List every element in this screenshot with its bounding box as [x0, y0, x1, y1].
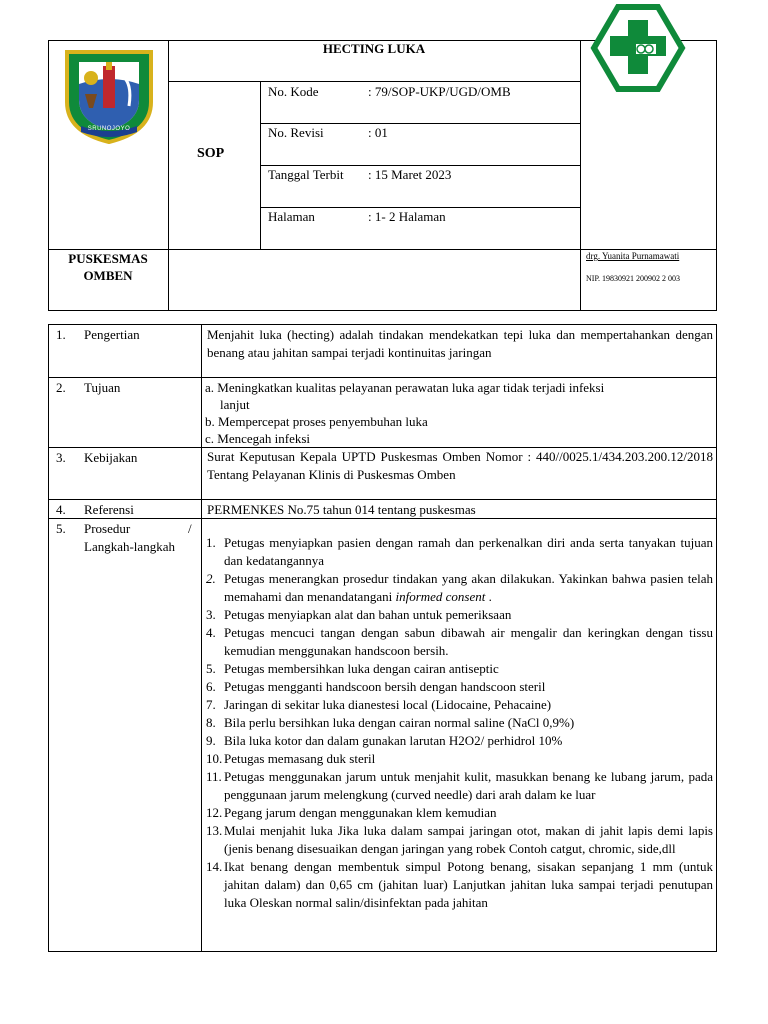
procedure-step	[206, 570, 713, 606]
field-label-tanggal: Tanggal Terbit	[268, 167, 344, 182]
step-text: Pegang jarum dengan menggunakan klem kemudian	[224, 805, 497, 820]
section-number-5: 5.	[56, 521, 66, 536]
document-title: HECTING LUKA	[322, 41, 426, 56]
section-label-prosedur: Prosedur	[84, 521, 131, 536]
regency-logo	[59, 44, 159, 144]
field-label-halaman: Halaman	[268, 209, 315, 224]
step-text: Petugas menyiapkan pasien dengan ramah dan perkenalkan diri anda serta tanyakan tujuan dan kedatangannya	[224, 535, 713, 568]
section-number-3: 3.	[56, 450, 66, 465]
step-number: 4.	[206, 625, 216, 640]
step-text: Jaringan di sekitar luka dianestesi local (Lidocaine, Pehacaine)	[224, 697, 552, 712]
step-text: Petugas menyiapkan alat dan bahan untuk pemeriksaan	[224, 607, 512, 622]
procedure-step	[206, 534, 713, 570]
tujuan-item-c: c. Mencegah infeksi	[205, 431, 311, 446]
kebijakan-text: Surat Keputusan Kepala UPTD Puskesmas Omben Nomor : 440//0025.1/434.203.200.12/2018 Tentang Pelayanan Klinis di Puskesmas Omben	[207, 449, 713, 482]
field-value-tanggal: : 15 Maret 2023	[368, 167, 452, 182]
tujuan-item-b: b. Mempercepat proses penyembuhan luka	[205, 414, 428, 429]
step-number: 10.	[206, 751, 223, 766]
procedure-steps	[206, 534, 713, 912]
field-value-kode: : 79/SOP-UKP/UGD/OMB	[368, 84, 511, 99]
procedure-step	[206, 606, 713, 624]
step-text: Petugas membersihkan luka dengan cairan antiseptic	[224, 661, 499, 676]
section-label-referensi: Referensi	[84, 502, 134, 517]
procedure-step	[206, 624, 713, 660]
section-label-kebijakan: Kebijakan	[84, 450, 138, 465]
sop-label: SOP	[197, 146, 225, 161]
tujuan-item-a-cont: lanjut	[220, 397, 250, 412]
logo-banner-text: SRUNOJOYO	[87, 126, 131, 132]
procedure-step	[206, 858, 713, 912]
referensi-text: PERMENKES No.75 tahun 014 tentang puskesmas	[207, 502, 476, 517]
procedure-step	[206, 732, 713, 750]
step-number: 11.	[206, 769, 222, 784]
procedure-step	[206, 696, 713, 714]
section-label-langkah: Langkah-langkah	[84, 539, 175, 554]
field-label-kode: No. Kode	[268, 84, 319, 99]
section-number-1: 1.	[56, 327, 66, 342]
org-name-line1: PUSKESMAS	[68, 251, 148, 266]
section-number-2: 2.	[56, 380, 66, 395]
step-text: Mulai menjahit luka Jika luka dalam sampai jaringan otot, makan di jahit lapis demi lapis (jenis benang disesuaikan dengan jaringan yang robek Contoh catgut, chromic, side,dll	[224, 823, 713, 856]
step-number: 6.	[206, 679, 216, 694]
signatory-name: drg. Yuanita Purnamawati	[586, 251, 680, 261]
tujuan-item-a: a. Meningkatkan kualitas pelayanan perawatan luka agar tidak terjadi infeksi	[205, 380, 605, 395]
step-number: 5.	[206, 661, 216, 676]
procedure-step	[206, 768, 713, 804]
step-text: Petugas memasang duk steril	[224, 751, 376, 766]
field-value-halaman: : 1- 2 Halaman	[368, 209, 446, 224]
section-label-tujuan: Tujuan	[84, 380, 121, 395]
procedure-step	[206, 678, 713, 696]
procedure-step	[206, 660, 713, 678]
procedure-step	[206, 714, 713, 732]
procedure-step	[206, 750, 713, 768]
step-text: Ikat benang dengan membentuk simpul Potong benang, sisakan sepanjang 1 mm (untuk jahitan dalam) dan 0,65 cm (jahitan luar) Lanjutkan jahitan luka sampai terjadi penutupan luka Oleskan normal salin/disinfektan pada jahitan	[224, 859, 713, 910]
step-text: Petugas mencuci tangan dengan sabun dibawah air mengalir dan keringkan dengan tissu kemudian menggunakan handscoon bersih.	[224, 625, 713, 658]
procedure-step	[206, 804, 713, 822]
step-number: 14.	[206, 859, 223, 874]
step-text: Bila luka kotor dan dalam gunakan larutan H2O2/ perhidrol 10%	[224, 733, 563, 748]
pengertian-text: Menjahit luka (hecting) adalah tindakan mendekatkan tepi luka dan mempertahankan dengan benang atau jahitan sampai terjadi kontinuitas jaringan	[207, 327, 713, 360]
step-number: 8.	[206, 715, 216, 730]
section-number-4: 4.	[56, 502, 66, 517]
field-value-revisi: : 01	[368, 125, 388, 140]
step-number: 1.	[206, 535, 216, 550]
puskesmas-logo	[590, 4, 686, 92]
signatory-nip: NIP. 19830921 200902 2 003	[586, 274, 681, 283]
field-label-revisi: No. Revisi	[268, 125, 324, 140]
section-label-slash: /	[188, 521, 192, 536]
step-text: Petugas menggunakan jarum untuk menjahit kulit, masukkan benang ke lubang jarum, pada penggunaan jarum melengkung (curved needle) dari arah dalam ke luar	[224, 769, 713, 802]
step-number: 2.	[206, 571, 216, 586]
step-text: Bila perlu bersihkan luka dengan cairan normal saline (NaCl 0,9%)	[224, 715, 575, 730]
step-number: 13.	[206, 823, 223, 838]
step-number: 3.	[206, 607, 216, 622]
informed-consent-text: informed consent	[395, 589, 486, 604]
step-number: 7.	[206, 697, 216, 712]
section-label-pengertian: Pengertian	[84, 327, 140, 342]
procedure-step	[206, 822, 713, 858]
step-number: 12.	[206, 805, 223, 820]
org-name-line2: OMBEN	[83, 268, 133, 283]
step-number: 9.	[206, 733, 216, 748]
step-text: Petugas mengganti handscoon bersih dengan handscoon steril	[224, 679, 546, 694]
step-text: Petugas menerangkan prosedur tindakan yang akan dilakukan. Yakinkan bahwa pasien telah memahami dan menandatangani informed consent .	[224, 571, 713, 604]
